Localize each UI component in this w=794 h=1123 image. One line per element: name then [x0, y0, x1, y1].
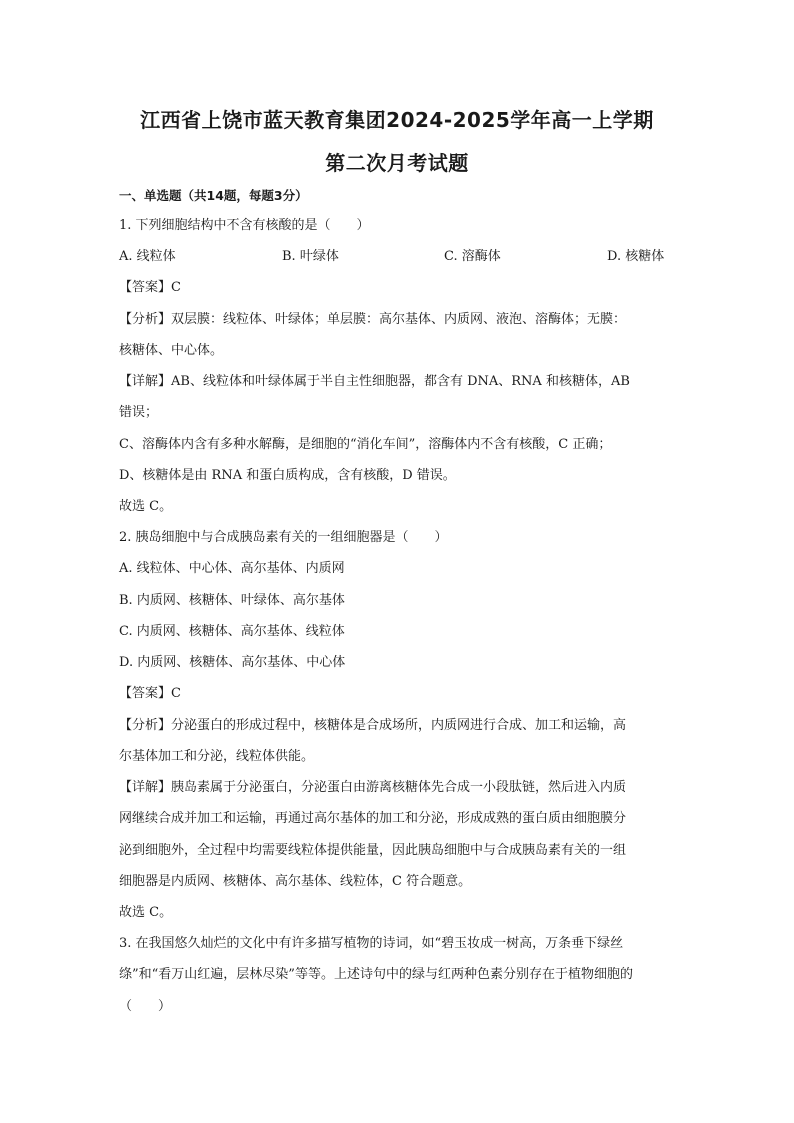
q2-detail-line-2: 网继续合成并加工和运输，再通过高尔基体的加工和分泌，形成成熟的蛋白质由细胞膜分 — [119, 811, 627, 826]
q1-answer: 【答案】C — [119, 280, 181, 295]
q2-option-b: B. 内质网、核糖体、叶绿体、高尔基体 — [119, 593, 345, 608]
q3-stem-line-2: 绦”和“看万山红遍，层林尽染”等等。上述诗句中的绿与红两种色素分别存在于植物细胞的 — [119, 967, 633, 982]
q2-answer: 【答案】C — [119, 686, 181, 701]
q2-option-c: C. 内质网、核糖体、高尔基体、线粒体 — [119, 624, 345, 639]
q1-option-b: B. 叶绿体 — [282, 249, 339, 264]
document-title-line-2: 第二次月考试题 — [325, 151, 469, 175]
q1-stem: 1. 下列细胞结构中不含有核酸的是（ ） — [119, 218, 370, 233]
q2-detail-line-4: 细胞器是内质网、核糖体、高尔基体、线粒体，C 符合题意。 — [119, 874, 472, 889]
q1-option-a: A. 线粒体 — [119, 249, 176, 264]
q1-detail-line-2: 错误； — [119, 405, 159, 420]
q1-option-d: D. 核糖体 — [607, 249, 665, 264]
q3-stem-line-1: 3. 在我国悠久灿烂的文化中有许多描写植物的诗词，如“碧玉妆成一树高，万条垂下绿丝 — [119, 936, 624, 951]
q2-analysis-line-1: 【分析】分泌蛋白的形成过程中，核糖体是合成场所，内质网进行合成、加工和运输，高 — [119, 718, 627, 733]
document-title-line-1: 江西省上饶市蓝天教育集团2024-2025学年高一上学期 — [140, 108, 654, 132]
q3-stem-line-3: （ ） — [119, 999, 172, 1014]
q2-option-d: D. 内质网、核糖体、高尔基体、中心体 — [119, 655, 346, 670]
q2-detail-line-3: 泌到细胞外，全过程中均需要线粒体提供能量，因此胰岛细胞中与合成胰岛素有关的一组 — [119, 843, 627, 858]
q1-option-c: C. 溶酶体 — [444, 249, 501, 264]
q2-option-a: A. 线粒体、中心体、高尔基体、内质网 — [119, 561, 345, 576]
q2-analysis-line-2: 尔基体加工和分泌，线粒体供能。 — [119, 749, 315, 764]
q1-analysis-line-2: 核糖体、中心体。 — [119, 343, 224, 358]
q1-choose: 故选 C。 — [119, 499, 173, 514]
q1-detail-line-4: D、核糖体是由 RNA 和蛋白质构成，含有核酸，D 错误。 — [119, 468, 456, 483]
section-heading: 一、单选题（共14题，每题3分） — [119, 188, 308, 203]
q1-analysis-line-1: 【分析】双层膜：线粒体、叶绿体；单层膜：高尔基体、内质网、液泡、溶酶体；无膜： — [119, 312, 627, 327]
q2-detail-line-1: 【详解】胰岛素属于分泌蛋白，分泌蛋白由游离核糖体先合成一小段肽链，然后进入内质 — [119, 780, 627, 795]
q1-detail-line-1: 【详解】AB、线粒体和叶绿体属于半自主性细胞器，都含有 DNA、RNA 和核糖体，AB — [119, 374, 630, 389]
q2-stem: 2. 胰岛细胞中与合成胰岛素有关的一组细胞器是（ ） — [119, 530, 448, 545]
q1-detail-line-3: C、溶酶体内含有多种水解酶，是细胞的“消化车间”，溶酶体内不含有核酸，C 正确； — [119, 437, 612, 452]
q2-choose: 故选 C。 — [119, 905, 173, 920]
